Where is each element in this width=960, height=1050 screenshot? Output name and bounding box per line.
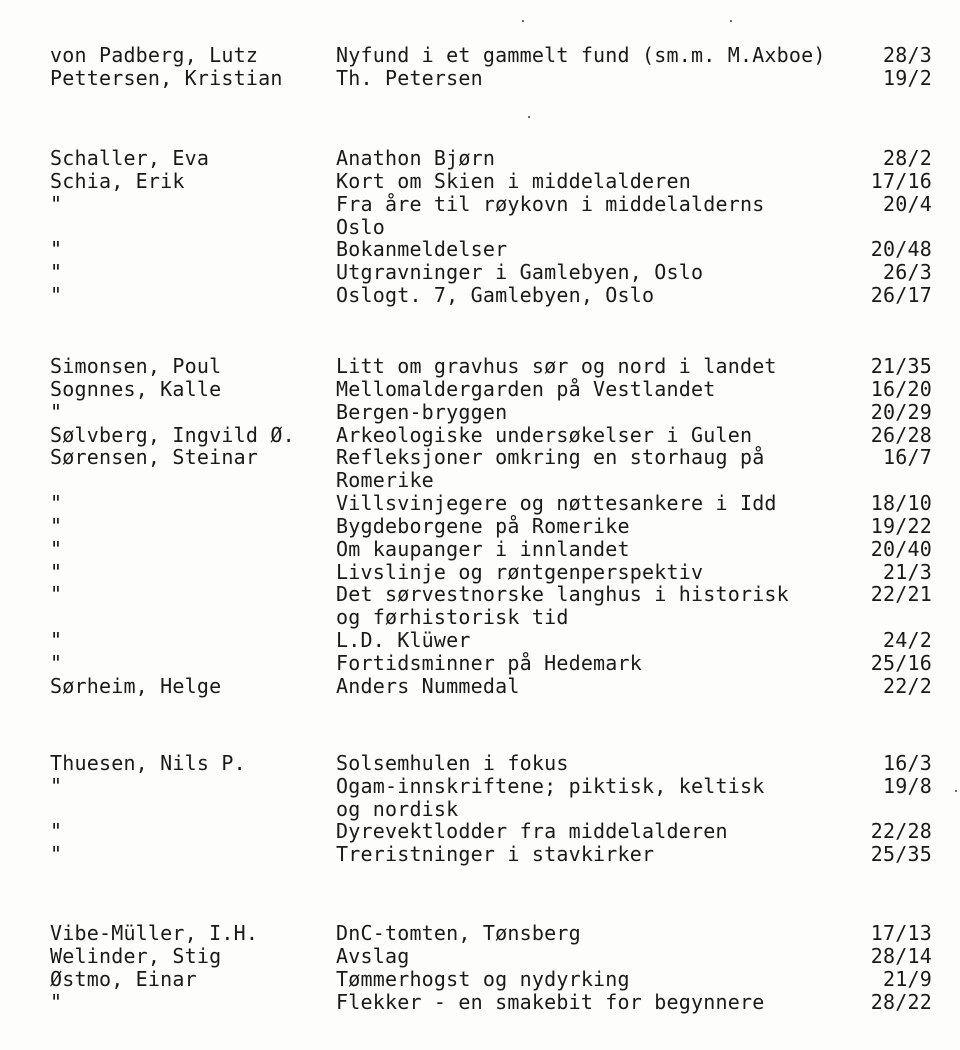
index-entry: [0, 798, 960, 821]
entry-title: Bergen-bryggen: [336, 400, 508, 424]
index-entry: [0, 44, 960, 67]
entry-volume-page: 16/7: [883, 445, 932, 469]
entry-volume-page: 20/40: [870, 537, 932, 561]
entry-title: Oslogt. 7, Gamlebyen, Oslo: [336, 283, 655, 307]
paper-speck: [522, 20, 524, 22]
entry-author: Sølvberg, Ingvild Ø.: [50, 423, 295, 447]
entry-title: Avslag: [336, 944, 410, 968]
entry-author: ": [50, 582, 63, 606]
entry-volume-page: 20/4: [883, 192, 932, 216]
entry-author: Sognnes, Kalle: [50, 377, 222, 401]
index-entry: [0, 606, 960, 629]
entry-title: Fra åre til røykovn i middelalderns: [336, 192, 765, 216]
entry-title: Romerike: [336, 468, 434, 492]
entry-author: ": [50, 842, 63, 866]
entry-volume-page: 25/16: [870, 651, 932, 675]
entry-title: Utgravninger i Gamlebyen, Oslo: [336, 260, 704, 284]
entry-title: Arkeologiske undersøkelser i Gulen: [336, 423, 753, 447]
entry-author: ": [50, 628, 63, 652]
entry-title: Th. Petersen: [336, 66, 483, 90]
entry-title: Livslinje og røntgenperspektiv: [336, 560, 704, 584]
entry-title: Solsemhulen i fokus: [336, 751, 569, 775]
entry-volume-page: 16/20: [870, 377, 932, 401]
entry-title: Kort om Skien i middelalderen: [336, 169, 691, 193]
entry-title: Det sørvestnorske langhus i historisk: [336, 582, 789, 606]
entry-author: ": [50, 192, 63, 216]
index-entry: [0, 775, 960, 798]
entry-author: ": [50, 819, 63, 843]
entry-title: Litt om gravhus sør og nord i landet: [336, 354, 777, 378]
entry-title: Om kaupanger i innlandet: [336, 537, 630, 561]
entry-author: Pettersen, Kristian: [50, 66, 283, 90]
index-entry: [0, 538, 960, 561]
entry-title: Refleksjoner omkring en storhaug på: [336, 445, 765, 469]
entry-volume-page: 18/10: [870, 491, 932, 515]
entry-title: Bokanmeldelser: [336, 237, 508, 261]
entry-volume-page: 17/16: [870, 169, 932, 193]
entry-author: Simonsen, Poul: [50, 354, 222, 378]
index-entry: [0, 675, 960, 698]
entry-title: Treristninger i stavkirker: [336, 842, 655, 866]
index-entry: [0, 492, 960, 515]
entry-title: Fortidsminner på Hedemark: [336, 651, 643, 675]
entry-author: ": [50, 514, 63, 538]
entry-author: ": [50, 260, 63, 284]
index-entry: [0, 820, 960, 843]
entry-title: Tømmerhogst og nydyrking: [336, 967, 630, 991]
index-entry: [0, 991, 960, 1014]
entry-volume-page: 20/29: [870, 400, 932, 424]
entry-title: Villsvinjegere og nøttesankere i Idd: [336, 491, 777, 515]
entry-title: Anathon Bjørn: [336, 146, 496, 170]
paper-speck: [528, 116, 530, 118]
entry-volume-page: 22/28: [870, 819, 932, 843]
index-entry: [0, 968, 960, 991]
index-entry: [0, 752, 960, 775]
entry-author: ": [50, 237, 63, 261]
entry-volume-page: 17/13: [870, 921, 932, 945]
index-entry: [0, 446, 960, 469]
entry-author: Schaller, Eva: [50, 146, 210, 170]
entry-author: ": [50, 990, 63, 1014]
entry-author: ": [50, 537, 63, 561]
index-entry: [0, 424, 960, 447]
entry-volume-page: 28/3: [883, 43, 932, 67]
entry-volume-page: 21/35: [870, 354, 932, 378]
entry-volume-page: 26/28: [870, 423, 932, 447]
entry-title: og førhistorisk tid: [336, 605, 569, 629]
entry-title: Nyfund i et gammelt fund (sm.m. M.Axboe): [336, 43, 826, 67]
index-entry: [0, 652, 960, 675]
entry-author: ": [50, 651, 63, 675]
index-entry: [0, 401, 960, 424]
entry-title: Anders Nummedal: [336, 674, 520, 698]
index-entry: [0, 238, 960, 261]
index-entry: [0, 67, 960, 90]
index-entry: [0, 629, 960, 652]
entry-author: ": [50, 283, 63, 307]
entry-volume-page: 21/9: [883, 967, 932, 991]
index-entry: [0, 843, 960, 866]
index-entry: [0, 922, 960, 945]
entry-title: Flekker - en smakebit for begynnere: [336, 990, 765, 1014]
index-entry: [0, 170, 960, 193]
entry-title: DnC-tomten, Tønsberg: [336, 921, 581, 945]
entry-author: Sørheim, Helge: [50, 674, 222, 698]
entry-volume-page: 21/3: [883, 560, 932, 584]
entry-author: Sørensen, Steinar: [50, 445, 259, 469]
entry-author: ": [50, 400, 63, 424]
index-entry: [0, 583, 960, 606]
entry-volume-page: 28/14: [870, 944, 932, 968]
index-entry: [0, 515, 960, 538]
entry-volume-page: 25/35: [870, 842, 932, 866]
entry-author: Thuesen, Nils P.: [50, 751, 246, 775]
index-entry: [0, 261, 960, 284]
index-entry: [0, 378, 960, 401]
entry-volume-page: 19/8: [883, 774, 932, 798]
index-entry: [0, 469, 960, 492]
index-entry: [0, 355, 960, 378]
entry-volume-page: 28/2: [883, 146, 932, 170]
entry-volume-page: 26/3: [883, 260, 932, 284]
entry-author: Østmo, Einar: [50, 967, 197, 991]
entry-volume-page: 16/3: [883, 751, 932, 775]
index-entry: [0, 147, 960, 170]
entry-volume-page: 22/2: [883, 674, 932, 698]
entry-author: Vibe-Müller, I.H.: [50, 921, 259, 945]
entry-author: von Padberg, Lutz: [50, 43, 259, 67]
index-entry: [0, 284, 960, 307]
entry-title: og nordisk: [336, 797, 459, 821]
index-entry: [0, 216, 960, 239]
entry-volume-page: 24/2: [883, 628, 932, 652]
entry-title: Mellomaldergarden på Vestlandet: [336, 377, 716, 401]
entry-author: ": [50, 491, 63, 515]
entry-volume-page: 19/22: [870, 514, 932, 538]
entry-author: Welinder, Stig: [50, 944, 222, 968]
entry-volume-page: 20/48: [870, 237, 932, 261]
entry-title: Bygdeborgene på Romerike: [336, 514, 630, 538]
entry-title: L.D. Klüwer: [336, 628, 471, 652]
paper-speck: [730, 20, 732, 22]
entry-title: Dyrevektlodder fra middelalderen: [336, 819, 728, 843]
entry-title: Oslo: [336, 215, 385, 239]
index-entry: [0, 945, 960, 968]
entry-author: ": [50, 560, 63, 584]
paper-speck: [955, 790, 957, 792]
index-entry: [0, 561, 960, 584]
entry-volume-page: 19/2: [883, 66, 932, 90]
entry-author: Schia, Erik: [50, 169, 185, 193]
entry-volume-page: 26/17: [870, 283, 932, 307]
entry-author: ": [50, 774, 63, 798]
entry-volume-page: 28/22: [870, 990, 932, 1014]
entry-title: Ogam-innskriftene; piktisk, keltisk: [336, 774, 765, 798]
index-entry: [0, 193, 960, 216]
entry-volume-page: 22/21: [870, 582, 932, 606]
